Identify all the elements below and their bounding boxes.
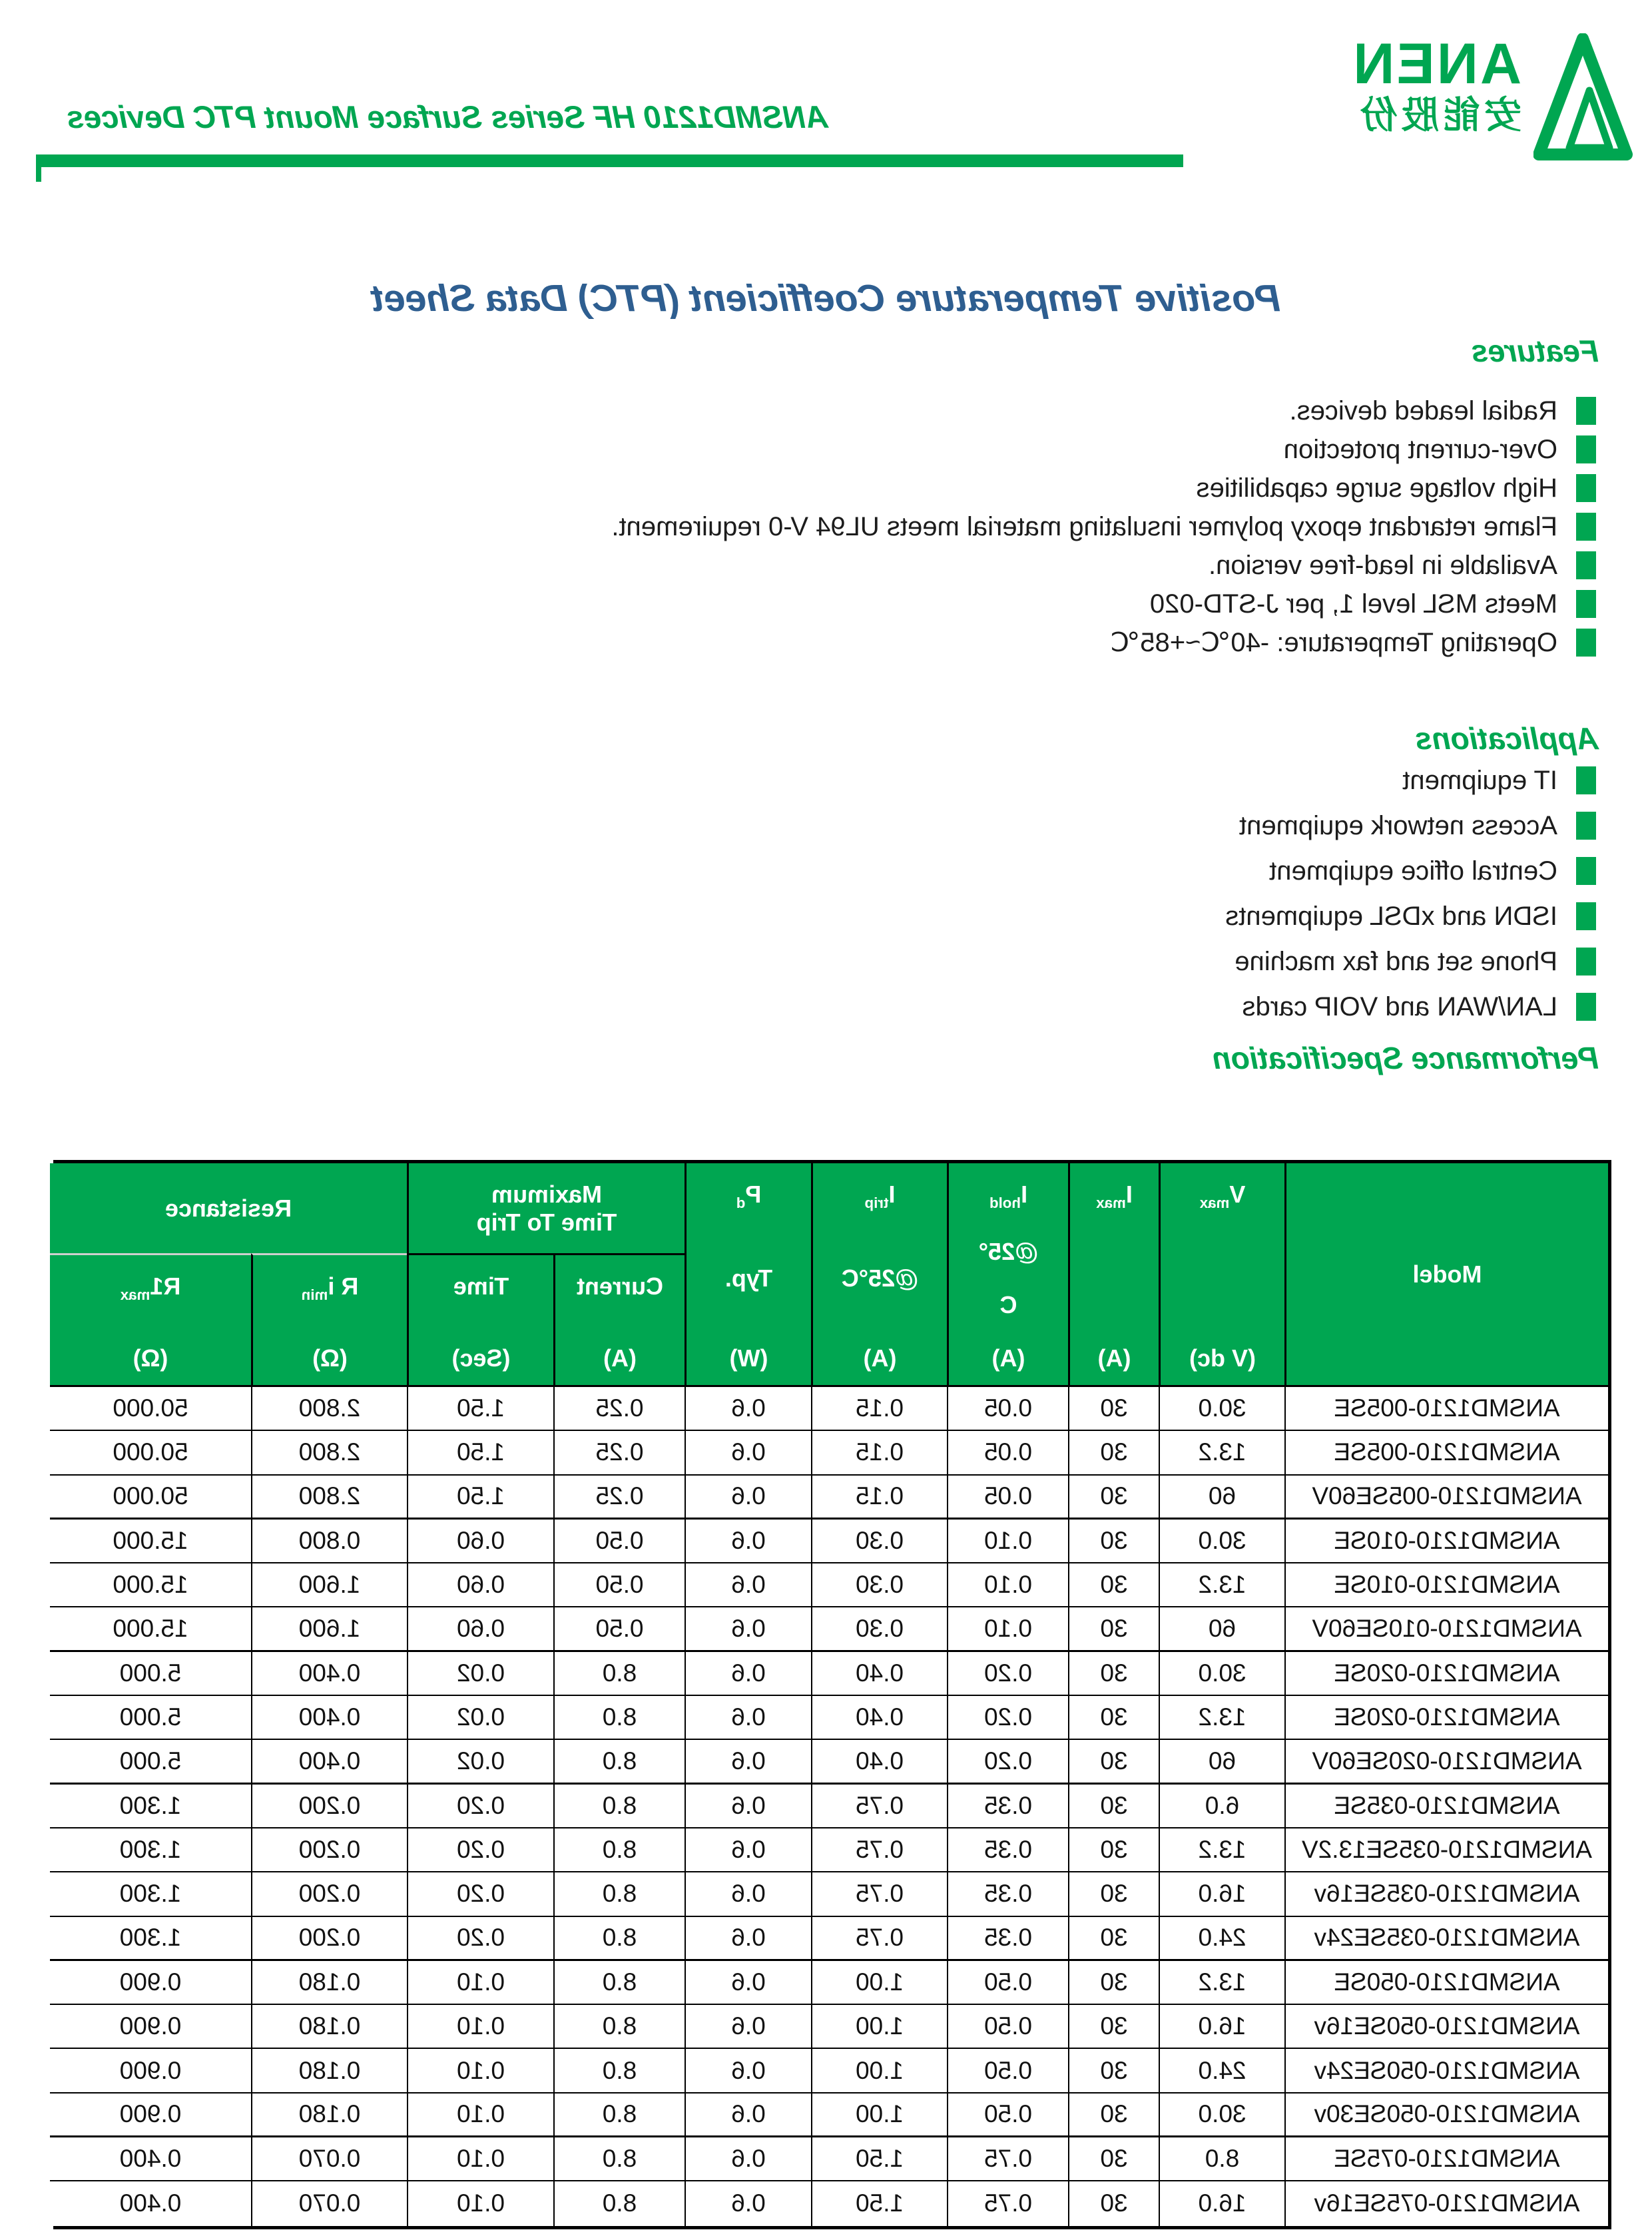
cell-vmax: 6.0 <box>1159 1785 1284 1828</box>
cell-imax: 30 <box>1068 2005 1159 2049</box>
cell-pd: 0.6 <box>685 1607 811 1651</box>
cell-r1max: 1.300 <box>50 1917 251 1961</box>
cell-model: ANSMD1210-050SE24v <box>1284 2049 1608 2093</box>
cell-itrip: 0.75 <box>811 1917 947 1961</box>
cell-vmax: 8.0 <box>1159 2137 1284 2181</box>
cell-model: ANSMD1210-050SE <box>1284 1961 1608 2005</box>
cell-itrip: 0.30 <box>811 1563 947 1607</box>
header-underline <box>36 154 1183 167</box>
cell-model: ANSMD1210-035SE13.2V <box>1284 1828 1608 1872</box>
cell-model: ANSMD1210-075SE <box>1284 2137 1608 2181</box>
cell-ihold: 0.05 <box>947 1431 1068 1475</box>
features-list <box>611 392 1596 662</box>
r1max-label: $R1_{max}$ <box>120 1272 181 1304</box>
cell-time: 0.20 <box>407 1785 553 1828</box>
cell-current: 8.0 <box>553 2181 685 2225</box>
cell-time: 1.50 <box>407 1387 553 1431</box>
current-label: Current <box>577 1272 664 1300</box>
cell-time: 0.20 <box>407 1917 553 1961</box>
cell-r1max: 50.000 <box>50 1431 251 1475</box>
col-header-itrip-cond: @25°C <box>841 1264 919 1292</box>
cell-time: 1.50 <box>407 1476 553 1520</box>
cell-current: 8.0 <box>553 1872 685 1916</box>
cell-imax: 30 <box>1068 1917 1159 1961</box>
cell-rimin: 0.180 <box>251 2005 407 2049</box>
list-item <box>1225 803 1596 848</box>
cell-r1max: 50.000 <box>50 1387 251 1431</box>
cell-ihold: 0.75 <box>947 2137 1068 2181</box>
bullet-square-icon <box>1576 857 1596 885</box>
resistance-label: Resistance <box>164 1194 292 1222</box>
col-header-time <box>407 1253 553 1387</box>
cell-current: 8.0 <box>553 2137 685 2181</box>
col-header-imax <box>1068 1163 1159 1387</box>
cell-r1max: 1.300 <box>50 1785 251 1828</box>
col-header-resistance <box>50 1163 407 1253</box>
cell-itrip: 0.75 <box>811 1828 947 1872</box>
cell-vmax: 60 <box>1159 1476 1284 1520</box>
cell-time: 0.10 <box>407 2137 553 2181</box>
list-item <box>611 585 1596 623</box>
cell-model: ANSMD1210-010SE <box>1284 1563 1608 1607</box>
cell-imax: 30 <box>1068 1563 1159 1607</box>
cell-pd: 0.6 <box>685 1431 811 1475</box>
bullet-square-icon <box>1576 435 1596 463</box>
cell-pd: 0.6 <box>685 1520 811 1563</box>
bullet-square-icon <box>1576 902 1596 930</box>
cell-vmax: 30.0 <box>1159 1387 1284 1431</box>
cell-current: 0.50 <box>553 1563 685 1607</box>
cell-r1max: 0.900 <box>50 2005 251 2049</box>
series-title: ANSMD1210 HF Series Surface Mount PTC Devices <box>67 99 829 135</box>
col-header-max-time-to-trip <box>407 1163 685 1253</box>
max-ttt-line2: Time To Trip <box>476 1208 617 1236</box>
cell-r1max: 0.900 <box>50 2049 251 2093</box>
col-header-imax-label: $I_{max}$ <box>1096 1181 1133 1212</box>
cell-vmax: 24.0 <box>1159 2049 1284 2093</box>
cell-rimin: 0.200 <box>251 1917 407 1961</box>
r1max-unit: (Ω) <box>133 1344 168 1372</box>
cell-imax: 30 <box>1068 1961 1159 2005</box>
cell-model: ANSMD1210-005SE60V <box>1284 1476 1608 1520</box>
cell-current: 0.25 <box>553 1431 685 1475</box>
col-header-pd-unit: (W) <box>729 1344 768 1372</box>
cell-vmax: 60 <box>1159 1740 1284 1784</box>
cell-time: 0.10 <box>407 2094 553 2137</box>
cell-rimin: 0.200 <box>251 1872 407 1916</box>
list-item-text: Meets MSL level 1, per J-STD-020 <box>1149 589 1557 619</box>
cell-model: ANSMD1210-010SE <box>1284 1520 1608 1563</box>
time-label: Time <box>453 1272 509 1300</box>
max-ttt-line1: Maximum <box>491 1181 603 1209</box>
cell-pd: 0.6 <box>685 2094 811 2137</box>
list-item <box>611 546 1596 585</box>
list-item-text: Central office equipment <box>1269 856 1557 886</box>
list-item-text: Flame retardant epoxy polymer insulating material meets UL94 V-0 requirement. <box>611 511 1557 541</box>
cell-itrip: 0.75 <box>811 1785 947 1828</box>
cell-current: 8.0 <box>553 2005 685 2049</box>
cell-ihold: 0.75 <box>947 2181 1068 2225</box>
cell-r1max: 50.000 <box>50 1476 251 1520</box>
cell-ihold: 0.10 <box>947 1607 1068 1651</box>
cell-ihold: 0.50 <box>947 1961 1068 2005</box>
col-header-r1max <box>50 1253 251 1387</box>
cell-time: 0.20 <box>407 1872 553 1916</box>
bullet-square-icon <box>1576 474 1596 502</box>
cell-r1max: 0.400 <box>50 2181 251 2225</box>
cell-model: ANSMD1210-005SE <box>1284 1387 1608 1431</box>
cell-rimin: 0.180 <box>251 2049 407 2093</box>
cell-pd: 0.6 <box>685 2137 811 2181</box>
cell-current: 8.0 <box>553 1961 685 2005</box>
triangle-logo-icon <box>1533 33 1633 163</box>
cell-rimin: 2.800 <box>251 1431 407 1475</box>
cell-rimin: 1.600 <box>251 1607 407 1651</box>
cell-model: ANSMD1210-035SE24v <box>1284 1917 1608 1961</box>
list-item <box>1225 894 1596 939</box>
cell-itrip: 0.15 <box>811 1476 947 1520</box>
cell-model: ANSMD1210-020SE <box>1284 1696 1608 1740</box>
list-item-text: Phone set and fax machine <box>1235 946 1557 976</box>
cell-imax: 30 <box>1068 1740 1159 1784</box>
cell-ihold: 0.20 <box>947 1696 1068 1740</box>
cell-model: ANSMD1210-005SE <box>1284 1431 1608 1475</box>
list-item-text: LAN/WAN and VOIP cards <box>1242 991 1557 1021</box>
features-heading: Features <box>1471 334 1599 368</box>
current-unit: (A) <box>603 1344 637 1372</box>
cell-model: ANSMD1210-010SE60V <box>1284 1607 1608 1651</box>
header-underline-tick <box>36 167 41 182</box>
cell-r1max: 0.900 <box>50 2094 251 2137</box>
cell-pd: 0.6 <box>685 1740 811 1784</box>
cell-current: 8.0 <box>553 1828 685 1872</box>
cell-pd: 0.6 <box>685 1785 811 1828</box>
col-header-pd-typ: Typ. <box>724 1264 773 1292</box>
list-item-text: Over-current protection <box>1283 434 1557 464</box>
cell-pd: 0.6 <box>685 1563 811 1607</box>
cell-model: ANSMD1210-020SE60V <box>1284 1740 1608 1784</box>
list-item <box>1225 939 1596 984</box>
cell-r1max: 15.000 <box>50 1563 251 1607</box>
cell-imax: 30 <box>1068 1652 1159 1696</box>
cell-vmax: 16.0 <box>1159 2181 1284 2225</box>
bullet-square-icon <box>1576 513 1596 541</box>
list-item-text: Radial leaded devices. <box>1289 396 1557 425</box>
cell-time: 0.60 <box>407 1607 553 1651</box>
col-header-ihold-unit: (A) <box>991 1344 1025 1372</box>
performance-heading: Performance Specification <box>1212 1041 1599 1075</box>
cell-r1max: 0.900 <box>50 1961 251 2005</box>
col-header-ihold <box>947 1163 1068 1387</box>
list-item-text: Operating Temperature: -40℃~+85℃ <box>1110 628 1557 657</box>
cell-vmax: 13.2 <box>1159 1563 1284 1607</box>
cell-itrip: 1.50 <box>811 2181 947 2225</box>
rimin-unit: (Ω) <box>312 1344 348 1372</box>
col-header-pd <box>685 1163 811 1387</box>
list-item <box>611 507 1596 546</box>
cell-rimin: 0.180 <box>251 2094 407 2137</box>
cell-r1max: 15.000 <box>50 1520 251 1563</box>
cell-r1max: 15.000 <box>50 1607 251 1651</box>
cell-itrip: 1.00 <box>811 2005 947 2049</box>
applications-list <box>1225 758 1596 1029</box>
cell-itrip: 0.40 <box>811 1740 947 1784</box>
cell-model: ANSMD1210-050SE16v <box>1284 2005 1608 2049</box>
col-header-model <box>1284 1163 1608 1387</box>
cell-ihold: 0.05 <box>947 1476 1068 1520</box>
cell-imax: 30 <box>1068 2049 1159 2093</box>
cell-pd: 0.6 <box>685 1961 811 2005</box>
cell-itrip: 0.40 <box>811 1696 947 1740</box>
cell-current: 0.50 <box>553 1520 685 1563</box>
cell-imax: 30 <box>1068 1520 1159 1563</box>
cell-rimin: 0.800 <box>251 1520 407 1563</box>
logo-text <box>1351 33 1521 163</box>
cell-itrip: 1.00 <box>811 2094 947 2137</box>
cell-pd: 0.6 <box>685 2049 811 2093</box>
cell-r1max: 5.000 <box>50 1740 251 1784</box>
bullet-square-icon <box>1576 629 1596 657</box>
cell-itrip: 0.40 <box>811 1652 947 1696</box>
cell-current: 0.25 <box>553 1387 685 1431</box>
cell-itrip: 0.15 <box>811 1431 947 1475</box>
cell-vmax: 60 <box>1159 1607 1284 1651</box>
cell-rimin: 1.600 <box>251 1563 407 1607</box>
cell-ihold: 0.50 <box>947 2005 1068 2049</box>
cell-ihold: 0.50 <box>947 2094 1068 2137</box>
cell-r1max: 0.400 <box>50 2137 251 2181</box>
logo-cn-text: 安能股份 <box>1356 94 1521 136</box>
cell-current: 8.0 <box>553 1696 685 1740</box>
cell-pd: 0.6 <box>685 1872 811 1916</box>
cell-itrip: 1.00 <box>811 1961 947 2005</box>
time-unit: (Sec) <box>451 1344 511 1372</box>
bullet-square-icon <box>1576 812 1596 840</box>
cell-imax: 30 <box>1068 2181 1159 2225</box>
cell-current: 8.0 <box>553 2049 685 2093</box>
list-item <box>1225 984 1596 1029</box>
bullet-square-icon <box>1576 766 1596 794</box>
cell-vmax: 13.2 <box>1159 1696 1284 1740</box>
col-header-model-label: Model <box>1412 1260 1482 1288</box>
cell-itrip: 0.30 <box>811 1607 947 1651</box>
cell-r1max: 1.300 <box>50 1872 251 1916</box>
cell-time: 0.20 <box>407 1828 553 1872</box>
list-item <box>1225 848 1596 894</box>
col-header-vmax <box>1159 1163 1284 1387</box>
cell-ihold: 0.35 <box>947 1872 1068 1916</box>
logo-brand-text: ANEN <box>1351 32 1521 96</box>
list-item <box>611 392 1596 430</box>
cell-time: 0.60 <box>407 1520 553 1563</box>
cell-ihold: 0.35 <box>947 1785 1068 1828</box>
cell-pd: 0.6 <box>685 1828 811 1872</box>
col-header-rimin <box>251 1253 407 1387</box>
cell-model: ANSMD1210-020SE <box>1284 1652 1608 1696</box>
cell-time: 0.02 <box>407 1652 553 1696</box>
cell-model: ANSMD1210-035SE16v <box>1284 1872 1608 1916</box>
cell-vmax: 13.2 <box>1159 1828 1284 1872</box>
cell-imax: 30 <box>1068 1476 1159 1520</box>
cell-ihold: 0.20 <box>947 1652 1068 1696</box>
list-item-text: Access network equipment <box>1239 810 1557 840</box>
col-header-itrip-label: $I_{trip}$ <box>864 1181 896 1212</box>
cell-imax: 30 <box>1068 1387 1159 1431</box>
cell-current: 8.0 <box>553 1917 685 1961</box>
cell-imax: 30 <box>1068 1785 1159 1828</box>
cell-rimin: 0.400 <box>251 1740 407 1784</box>
cell-rimin: 0.400 <box>251 1696 407 1740</box>
cell-pd: 0.6 <box>685 2005 811 2049</box>
cell-vmax: 30.0 <box>1159 1520 1284 1563</box>
cell-itrip: 0.75 <box>811 1872 947 1916</box>
cell-vmax: 30.0 <box>1159 1652 1284 1696</box>
cell-pd: 0.6 <box>685 1476 811 1520</box>
cell-imax: 30 <box>1068 1828 1159 1872</box>
cell-time: 1.50 <box>407 1431 553 1475</box>
page-title: Positive Temperature Coefficient (PTC) Data Sheet <box>371 277 1281 320</box>
cell-time: 0.10 <box>407 2049 553 2093</box>
cell-time: 0.02 <box>407 1740 553 1784</box>
cell-model: ANSMD1210-050SE30v <box>1284 2094 1608 2137</box>
cell-model: ANSMD1210-035SE <box>1284 1785 1608 1828</box>
col-header-ihold-cond2: C <box>999 1290 1017 1318</box>
cell-time: 0.10 <box>407 2181 553 2225</box>
col-header-itrip <box>811 1163 947 1387</box>
list-item-text: IT equipment <box>1402 765 1557 795</box>
logo <box>1351 33 1633 163</box>
cell-ihold: 0.20 <box>947 1740 1068 1784</box>
cell-rimin: 2.800 <box>251 1387 407 1431</box>
cell-ihold: 0.50 <box>947 2049 1068 2093</box>
cell-pd: 0.6 <box>685 1917 811 1961</box>
bullet-square-icon <box>1576 551 1596 579</box>
cell-ihold: 0.10 <box>947 1520 1068 1563</box>
cell-time: 0.02 <box>407 1696 553 1740</box>
cell-current: 8.0 <box>553 1740 685 1784</box>
cell-pd: 0.6 <box>685 1652 811 1696</box>
col-header-vmax-label: $V_{max}$ <box>1199 1181 1246 1212</box>
cell-time: 0.10 <box>407 2005 553 2049</box>
col-header-pd-label: $P_d$ <box>736 1181 762 1212</box>
cell-ihold: 0.05 <box>947 1387 1068 1431</box>
cell-pd: 0.6 <box>685 1696 811 1740</box>
bullet-square-icon <box>1576 590 1596 618</box>
bullet-square-icon <box>1576 948 1596 976</box>
cell-time: 0.60 <box>407 1563 553 1607</box>
list-item <box>611 430 1596 469</box>
cell-vmax: 13.2 <box>1159 1431 1284 1475</box>
cell-itrip: 1.00 <box>811 2049 947 2093</box>
cell-imax: 30 <box>1068 2094 1159 2137</box>
cell-itrip: 0.30 <box>811 1520 947 1563</box>
cell-current: 0.25 <box>553 1476 685 1520</box>
cell-ihold: 0.35 <box>947 1917 1068 1961</box>
col-header-vmax-unit: (V dc) <box>1189 1344 1256 1372</box>
cell-imax: 30 <box>1068 1696 1159 1740</box>
cell-imax: 30 <box>1068 1607 1159 1651</box>
cell-current: 8.0 <box>553 1652 685 1696</box>
cell-rimin: 2.800 <box>251 1476 407 1520</box>
bullet-square-icon <box>1576 993 1596 1021</box>
col-header-itrip-unit: (A) <box>863 1344 897 1372</box>
cell-current: 8.0 <box>553 1785 685 1828</box>
cell-rimin: 0.070 <box>251 2137 407 2181</box>
cell-current: 0.50 <box>553 1607 685 1651</box>
cell-vmax: 13.2 <box>1159 1961 1284 2005</box>
cell-pd: 0.6 <box>685 2181 811 2225</box>
col-header-current <box>553 1253 685 1387</box>
cell-vmax: 30.0 <box>1159 2094 1284 2137</box>
cell-ihold: 0.10 <box>947 1563 1068 1607</box>
list-item <box>611 469 1596 507</box>
cell-current: 8.0 <box>553 2094 685 2137</box>
cell-rimin: 0.180 <box>251 1961 407 2005</box>
cell-time: 0.10 <box>407 1961 553 2005</box>
cell-r1max: 5.000 <box>50 1696 251 1740</box>
cell-rimin: 0.070 <box>251 2181 407 2225</box>
list-item-text: ISDN and xDSL equipments <box>1225 901 1557 931</box>
cell-r1max: 5.000 <box>50 1652 251 1696</box>
list-item-text: Available in lead-free version. <box>1208 550 1557 580</box>
list-item <box>1225 758 1596 803</box>
cell-rimin: 0.200 <box>251 1828 407 1872</box>
cell-r1max: 1.300 <box>50 1828 251 1872</box>
cell-rimin: 0.200 <box>251 1785 407 1828</box>
cell-pd: 0.6 <box>685 1387 811 1431</box>
cell-imax: 30 <box>1068 1872 1159 1916</box>
rimin-label: R $i_{min}$ <box>301 1272 359 1304</box>
cell-rimin: 0.400 <box>251 1652 407 1696</box>
col-header-imax-unit: (A) <box>1097 1344 1131 1372</box>
cell-vmax: 16.0 <box>1159 1872 1284 1916</box>
cell-ihold: 0.35 <box>947 1828 1068 1872</box>
applications-heading: Applications <box>1414 721 1599 756</box>
cell-vmax: 24.0 <box>1159 1917 1284 1961</box>
cell-itrip: 1.50 <box>811 2137 947 2181</box>
spec-table <box>53 1160 1611 2229</box>
cell-imax: 30 <box>1068 2137 1159 2181</box>
cell-vmax: 16.0 <box>1159 2005 1284 2049</box>
col-header-ihold-cond: @25° <box>978 1237 1039 1265</box>
list-item-text: High voltage surge capabilities <box>1196 473 1557 503</box>
cell-itrip: 0.15 <box>811 1387 947 1431</box>
list-item <box>611 623 1596 662</box>
cell-model: ANSMD1210-075SE16v <box>1284 2181 1608 2225</box>
bullet-square-icon <box>1576 397 1596 425</box>
col-header-ihold-label: $I_{hold}$ <box>989 1181 1028 1212</box>
cell-imax: 30 <box>1068 1431 1159 1475</box>
